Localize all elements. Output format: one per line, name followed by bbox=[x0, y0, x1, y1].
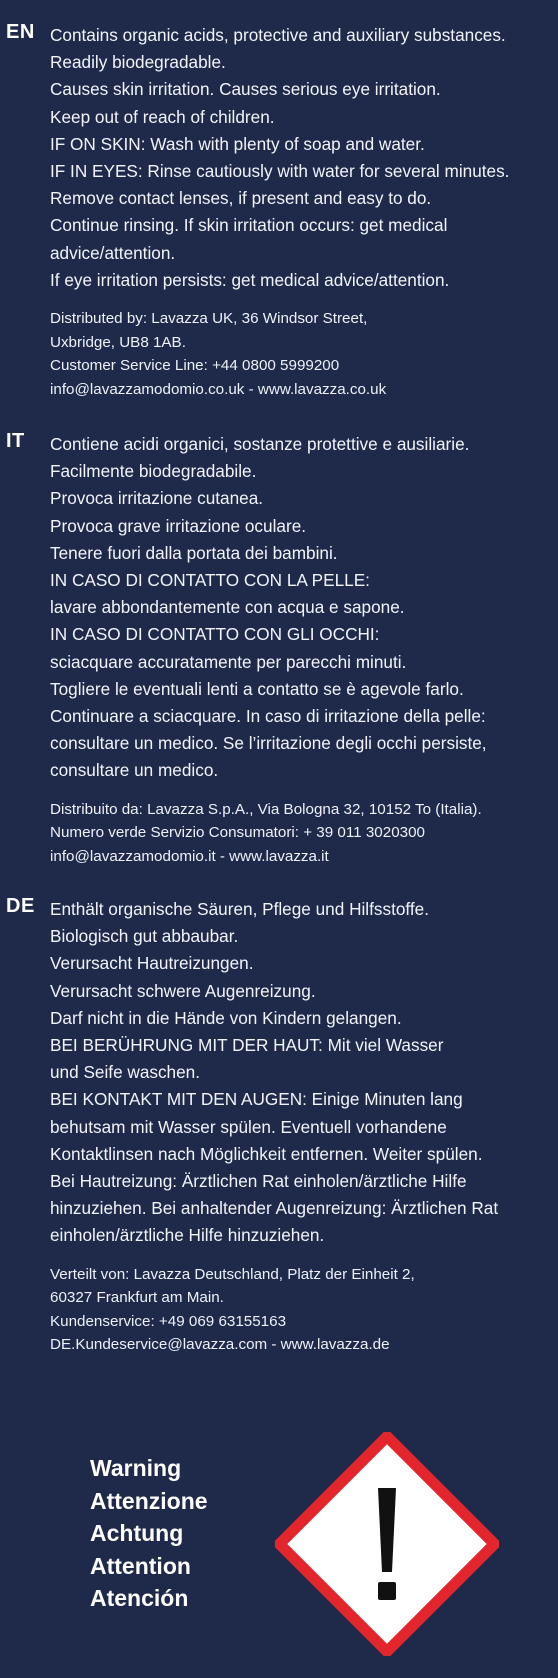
distributor-line: Numero verde Servizio Consumatori: + 39 011 3020300 bbox=[50, 824, 425, 842]
hazard-text-line: Continuare a sciacquare. In caso di irritazione della pelle: bbox=[50, 706, 486, 727]
hazard-text-line: lavare abbondantemente con acqua e sapone. bbox=[50, 597, 405, 618]
distributor-line: Kundenservice: +49 069 63155163 bbox=[50, 1312, 287, 1330]
hazard-text-line: IN CASO DI CONTATTO CON GLI OCCHI: bbox=[50, 624, 380, 645]
distributor-line: DE.Kundeservice@lavazza.com - www.lavazza.de bbox=[50, 1336, 390, 1354]
hazard-text-line: Provoca irritazione cutanea. bbox=[50, 488, 264, 509]
hazard-text-line: Remove contact lenses, if present and easy to do. bbox=[50, 188, 432, 209]
warning-word: Attention bbox=[90, 1552, 191, 1579]
distributor-line: info@lavazzamodomio.it - www.lavazza.it bbox=[50, 847, 329, 865]
hazard-text-line: IN CASO DI CONTATTO CON LA PELLE: bbox=[50, 570, 370, 591]
hazard-text-line: einholen/ärztliche Hilfe hinzuziehen. bbox=[50, 1225, 325, 1246]
hazard-text-line: Verursacht schwere Augenreizung. bbox=[50, 980, 316, 1001]
hazard-text-line: hinzuziehen. Bei anhaltender Augenreizung: Ärztlichen Rat bbox=[50, 1198, 499, 1219]
hazard-text-line: IF ON SKIN: Wash with plenty of soap and water. bbox=[50, 133, 425, 154]
language-code-en: EN bbox=[6, 21, 35, 43]
warning-word: Attenzione bbox=[90, 1487, 208, 1514]
hazard-text-line: IF IN EYES: Rinse cautiously with water for several minutes. bbox=[50, 161, 510, 182]
distributor-info bbox=[50, 1263, 552, 1357]
hazard-text-line: behutsam mit Wasser spülen. Eventuell vorhandene bbox=[50, 1116, 447, 1137]
section-it-content bbox=[50, 431, 552, 868]
hazard-text-line: Contains organic acids, protective and auxiliary substances. bbox=[50, 25, 506, 45]
hazard-text-line: Tenere fuori dalla portata dei bambini. bbox=[50, 542, 338, 563]
hazard-text-line: If eye irritation persists: get medical advice/attention. bbox=[50, 269, 450, 290]
language-code-it: IT bbox=[6, 430, 25, 452]
hazard-text-line: Readily biodegradable. bbox=[50, 52, 226, 73]
distributor-line: Uxbridge, UB8 1AB. bbox=[50, 333, 186, 351]
distributor-line: 60327 Frankfurt am Main. bbox=[50, 1289, 224, 1307]
hazard-text-line: Continue rinsing. If skin irritation occurs: get medical bbox=[50, 215, 448, 236]
hazard-text-line: und Seife waschen. bbox=[50, 1062, 201, 1083]
hazard-text-line: Kontaktlinsen nach Möglichkeit entfernen. Weiter spülen. bbox=[50, 1143, 483, 1164]
distributor-line: info@lavazzamodomio.co.uk - www.lavazza.co.uk bbox=[50, 380, 387, 398]
warning-signal-words bbox=[90, 1452, 208, 1615]
warning-word: Atención bbox=[90, 1585, 189, 1611]
exclamation-mark-hazard-icon bbox=[275, 1432, 499, 1656]
hazard-text-line: Contiene acidi organici, sostanze protettive e ausiliarie. bbox=[50, 434, 470, 454]
distributor-line: Verteilt von: Lavazza Deutschland, Platz der Einheit 2, bbox=[50, 1265, 415, 1283]
hazard-text-line: advice/attention. bbox=[50, 242, 176, 263]
hazard-text-line: Bei Hautreizung: Ärztlichen Rat einholen/ärztliche Hilfe bbox=[50, 1171, 467, 1192]
hazard-text-line: consultare un medico. Se l’irritazione degli occhi persiste, bbox=[50, 733, 487, 754]
distributor-line: Customer Service Line: +44 0800 5999200 bbox=[50, 357, 340, 375]
hazard-text-line: Causes skin irritation. Causes serious eye irritation. bbox=[50, 79, 441, 100]
distributor-line: Distribuito da: Lavazza S.p.A., Via Bologna 32, 10152 To (Italia). bbox=[50, 800, 482, 818]
hazard-text-line: Darf nicht in die Hände von Kindern gelangen. bbox=[50, 1007, 402, 1028]
section-en-content bbox=[50, 22, 552, 401]
hazard-text-line: Biologisch gut abbaubar. bbox=[50, 926, 239, 947]
warning-word: Achtung bbox=[90, 1520, 184, 1546]
distributor-info bbox=[50, 307, 552, 401]
section-de-content bbox=[50, 896, 552, 1357]
distributor-info bbox=[50, 798, 552, 869]
hazard-text-line: sciacquare accuratamente per parecchi minuti. bbox=[50, 651, 407, 672]
hazard-text-line: Togliere le eventuali lenti a contatto se è agevole farlo. bbox=[50, 678, 464, 699]
warning-word: Warning bbox=[90, 1455, 182, 1481]
hazard-text-line: Facilmente biodegradabile. bbox=[50, 461, 257, 482]
hazard-text-line: Provoca grave irritazione oculare. bbox=[50, 515, 307, 536]
hazard-text-line: Verursacht Hautreizungen. bbox=[50, 953, 254, 974]
hazard-text-line: consultare un medico. bbox=[50, 760, 219, 781]
hazard-text-line: BEI BERÜHRUNG MIT DER HAUT: Mit viel Wasser bbox=[50, 1035, 444, 1056]
language-code-de: DE bbox=[6, 895, 35, 917]
hazard-text-line: Keep out of reach of children. bbox=[50, 106, 275, 127]
distributor-line: Distributed by: Lavazza UK, 36 Windsor Street, bbox=[50, 310, 368, 328]
hazard-text-line: Enthält organische Säuren, Pflege und Hilfsstoffe. bbox=[50, 899, 429, 919]
hazard-text-line: BEI KONTAKT MIT DEN AUGEN: Einige Minuten lang bbox=[50, 1089, 463, 1110]
